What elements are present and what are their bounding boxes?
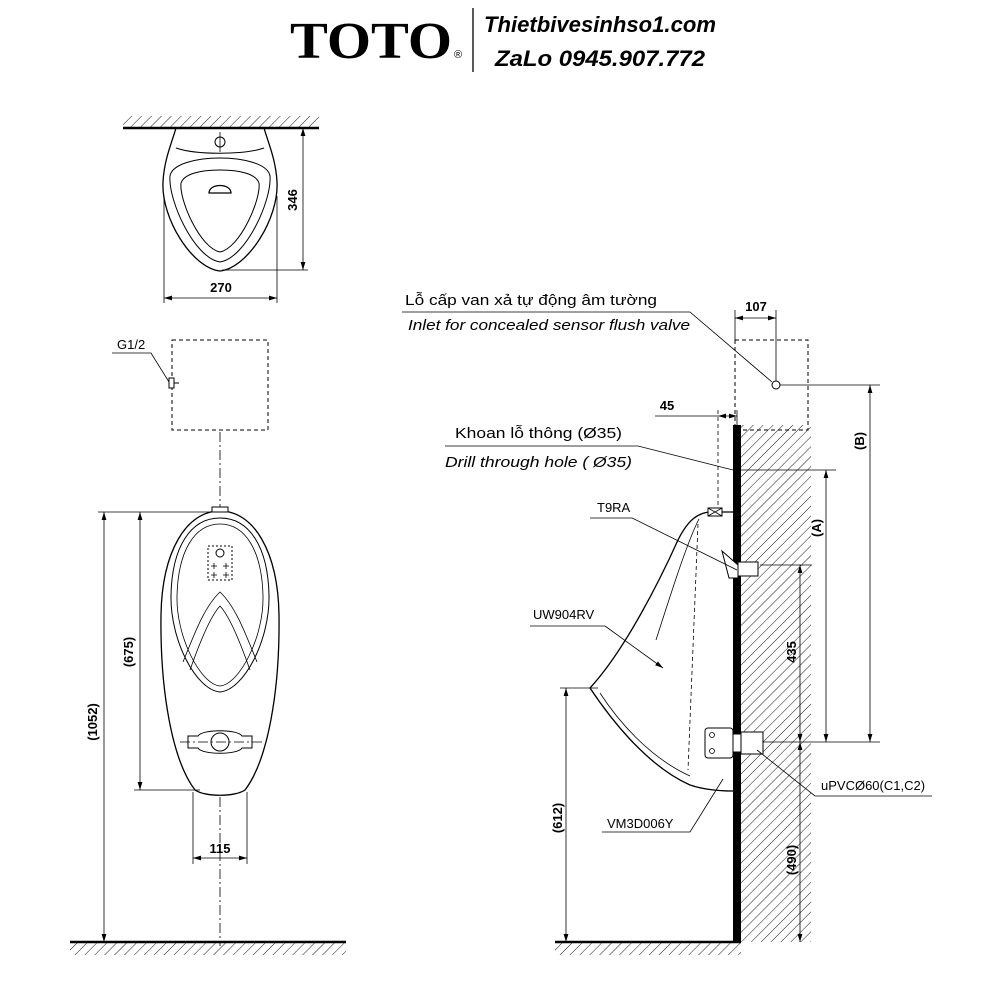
sensor-area	[208, 546, 232, 580]
trap-body	[705, 728, 733, 758]
contact-text: ZaLo 0945.907.772	[493, 46, 706, 71]
wall-penetration	[733, 734, 741, 752]
wall-face	[733, 425, 741, 942]
inlet-callout	[402, 292, 772, 382]
valve-height-value: 435	[784, 641, 799, 663]
hole-offset-value: 45	[659, 398, 675, 413]
sensor-marks	[211, 563, 229, 578]
drill-note-vi: Khoan lỗ thông (Ø35)	[455, 425, 622, 442]
depth-dimension	[222, 128, 308, 270]
width-value: 270	[210, 280, 232, 295]
rim-height-dimension	[550, 688, 598, 942]
supply-inlet-callout	[112, 337, 179, 388]
inlet-offset-value: 107	[745, 299, 767, 314]
registered-mark: ®	[454, 49, 463, 61]
urinal-model: UW904RV	[533, 607, 595, 622]
side-view	[402, 292, 932, 955]
front-view	[70, 337, 346, 955]
website-text: Thietbivesinhso1.com	[484, 12, 716, 37]
urinal-front-rib-inner	[190, 606, 250, 670]
top-view	[123, 116, 319, 303]
urinal-front-opening	[171, 518, 269, 692]
urinal-callout	[530, 607, 663, 668]
drain-pipe-socket	[741, 732, 763, 754]
valve-inlet-point	[772, 381, 780, 389]
urinal-front-outline	[161, 511, 279, 795]
overall-height-dimension	[85, 512, 212, 942]
ceiling-wall-hatch	[123, 116, 319, 128]
sensor-body	[738, 562, 758, 576]
outlet-flange	[180, 731, 262, 754]
inlet-offset-dimension	[735, 299, 776, 381]
dimension-b-label: (B)	[852, 431, 867, 451]
outlet-height-value: (490)	[784, 844, 799, 876]
floor-hatch-left	[70, 942, 346, 955]
flush-valve-leader	[590, 518, 737, 570]
dimension-a-label: (A)	[809, 518, 824, 538]
supply-thread-label: G1/2	[117, 337, 146, 352]
overall-height-value: (1052)	[85, 703, 100, 741]
flush-valve-model: T9RA	[597, 500, 631, 515]
inlet-note-vi: Lỗ cấp van xả tự động âm tường	[405, 292, 657, 309]
flush-valve-box	[172, 340, 268, 430]
inlet-note-en: Inlet for concealed sensor flush valve	[408, 317, 690, 334]
urinal-side-bowl-back	[656, 519, 699, 640]
urinal-side-hidden-line	[688, 524, 698, 770]
top-spud	[212, 507, 228, 512]
urinal-leader	[605, 626, 663, 668]
urinal-front-opening-inner	[177, 524, 263, 686]
header	[290, 8, 716, 72]
floor-hatch-right	[555, 942, 741, 955]
spreader-outlet	[209, 186, 231, 194]
brand-logo: TOTO	[290, 13, 452, 70]
sensor-eye	[216, 549, 224, 557]
rim-height-value: (612)	[550, 802, 565, 834]
outlet-width-value: 115	[209, 841, 231, 856]
urinal-front-rib-outer	[183, 592, 257, 662]
trap-callout	[602, 779, 723, 832]
spud-outlet-value: (675)	[121, 636, 136, 668]
supply-leader-line	[112, 353, 169, 382]
supply-fitting	[169, 378, 174, 388]
depth-value: 346	[285, 189, 300, 211]
trap-model: VM3D006Y	[607, 816, 674, 831]
width-dimension	[164, 196, 277, 303]
wall-hatch	[741, 425, 811, 942]
drill-note-en: Drill through hole ( Ø35)	[445, 454, 632, 471]
drain-pipe-spec: uPVCØ60(C1,C2)	[821, 778, 926, 793]
drill-callout	[445, 425, 733, 471]
urinal-side-lip-inner	[600, 693, 690, 776]
